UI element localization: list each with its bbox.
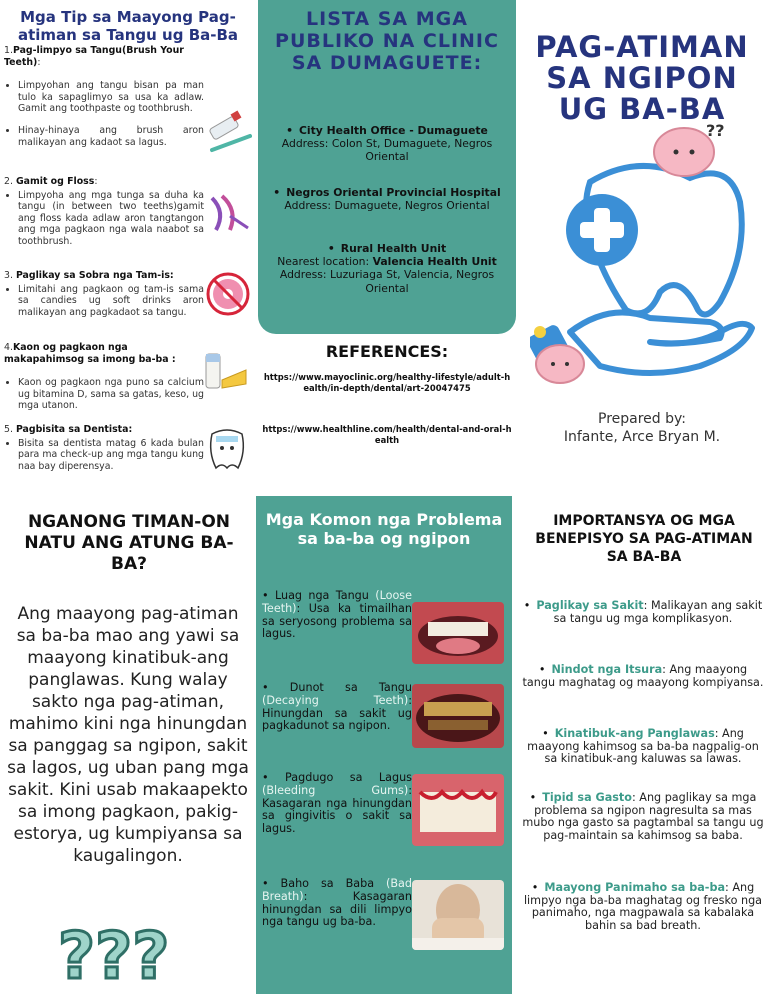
benefit-name: Nindot nga Itsura	[551, 663, 663, 676]
problem-item: • Pagdugo sa Lagus (Bleeding Gums): Kasagaran nga hinungdan sa gingivitis o sakit sa lagus.	[262, 771, 413, 836]
problem-name: Baho sa Baba	[280, 877, 375, 890]
why-title: NGANONG TIMAN-ON NATU ANG ATUNG BA-BA?	[24, 512, 234, 574]
loose-teeth-photo	[412, 602, 504, 664]
problem-desc: : Kasagaran nga hinungdan sa gingivitis o sakit sa lagus.	[262, 783, 412, 836]
why-body: Ang maayong pag-atiman sa ba-ba mao ang yawi sa maayong kinatibuk-ang panglawas. Kung walay sakto nga pag-atiman, mahimo kini nga hinungdan sa panggag sa ngipon, sakit sa lagos, ug uban pang mga sakit. Kini usab makaapekto sa imong pagkaon, pakig-estorya, ug kumpiyansa sa kaugalingon.	[7, 604, 249, 866]
clinics-title: LISTA SA MGA PUBLIKO NA CLINIC SA DUMAGUETE:	[275, 8, 499, 74]
problem-name: Luag nga Tangu	[274, 589, 369, 602]
tip-heading: Gamit og Floss	[15, 176, 95, 187]
tip-bullet: • Bisita sa dentista matag 6 kada bulan para ma check-up ang mga tangu kung naa bay diperensya.	[18, 438, 204, 473]
bleeding-gums-photo	[412, 774, 504, 846]
bad-breath-photo	[412, 880, 504, 950]
tip-number: 4.	[4, 342, 13, 353]
clinic-location: Valencia Health Unit	[372, 255, 497, 269]
tip-heading: Kaon og pagkaon nga makapahimsog sa imong ba-ba :	[4, 342, 176, 365]
tip-bullet: • Hinay-hinaya ang brush aron malikayan ang kadaot sa lagus.	[18, 125, 204, 148]
tip-bullet: • Kaon og pagkaon nga puno sa calcium ug bitamina D, sama sa gatas, keso, ug mga utanon.	[18, 377, 204, 412]
benefit-desc: : Ang limpyo nga ba-ba maghatag og fresko nga panimaho, nga magpawala sa kabalaka bahin sa bad breath.	[523, 881, 763, 932]
clinic-item: • Rural Health Unit Nearest location: Valencia Health Unit Address: Luzuriaga St, Valencia, Negros Oriental	[264, 242, 510, 295]
tip-5	[4, 424, 204, 476]
benefit-desc: : Ang maayong kahimsog sa ba-ba nagpalig-on sa kinatibuk-ang kaluwas sa lawas.	[527, 727, 759, 766]
benefit-item: • Nindot nga Itsura: Ang maayong tangu maghatag og maayong kompiyansa.	[522, 663, 764, 689]
tip-heading: Pagbisita sa Dentista:	[15, 424, 133, 435]
tip-heading: Pag-limpyo sa Tangu(Brush Your Teeth)	[4, 45, 184, 68]
benefit-name: Tipid sa Gasto	[542, 791, 632, 804]
benefit-desc: : Malikayan ang sakit sa tangu ug mga komplikasyon.	[553, 599, 763, 625]
problem-item: • Dunot sa Tangu (Decaying Teeth): Hinungdan sa sakit ug pagkadunot sa ngipon.	[262, 681, 412, 733]
tip-number: 1.	[4, 45, 13, 56]
reference-link[interactable]: https://www.healthline.com/health/dental-and-oral-health	[262, 424, 512, 445]
decaying-teeth-photo	[412, 684, 504, 748]
problem-name: Pagdugo sa Lagus	[285, 771, 413, 784]
clinic-address: Address: Luzuriaga St, Valencia, Negros Oriental	[279, 268, 495, 295]
floss-icon	[204, 190, 250, 236]
benefit-item: • Tipid sa Gasto: Ang paglikay sa mga problema sa ngipon nagresulta sa mas mubo nga gasto sa pagtambal sa tangu ug pag-maintain sa kahimsog sa baba.	[522, 791, 764, 842]
tip-number: 3.	[4, 270, 13, 281]
problem-desc: : Hinungdan sa sakit ug pagkadunot sa ngipon.	[262, 693, 412, 733]
tip-number: 2.	[4, 176, 13, 187]
author-name: Infante, Arce Bryan M.	[563, 429, 721, 445]
milk-cheese-icon	[202, 350, 252, 394]
tip-bullet: • Limpyohan ang tangu bisan pa man tulo ka sapaglimyo sa usa ka adlaw. Gamit ang toothpaste og toothbrush.	[18, 80, 204, 115]
clinic-location-label: Nearest location:	[277, 255, 370, 269]
tip-number: 5.	[4, 424, 13, 435]
clinic-name: Rural Health Unit	[340, 242, 447, 255]
problem-english: (Bad Breath)	[262, 877, 412, 903]
tips-title: Mga Tip sa Maayong Pag-atiman sa Tangu ug Ba-Ba	[17, 8, 239, 44]
benefit-desc: : Ang paglikay sa mga problema sa ngipon nagresulta sa mas mubo nga gasto sa pagtambal sa tangu ug pag-maintain sa kahimsog sa baba.	[522, 791, 764, 842]
tip-heading: Paglikay sa Sobra nga Tam-is:	[15, 270, 174, 281]
no-sweets-icon	[206, 272, 250, 316]
tooth-care-illustration	[530, 122, 762, 390]
benefit-name: Paglikay sa Sakit	[536, 599, 644, 612]
benefits-title: IMPORTANSYA OG MGA BENEPISYO SA PAG-ATIMAN SA BA-BA	[535, 513, 753, 565]
clinic-name: City Health Office - Dumaguete	[299, 124, 488, 137]
tip-bullet: • Limpyoha ang mga tunga sa duha ka tangu (in between two teeths)gamit ang floss kada adlaw aron tangtangon ang mga pagkaon nga wala naabot sa toothbrush.	[18, 190, 204, 248]
svg-text:???: ???	[58, 920, 170, 986]
problem-desc: : Usa ka timailhan sa seryosong problema sa lagus.	[262, 601, 412, 641]
dentist-tooth-icon	[204, 424, 250, 472]
problem-item: • Baho sa Baba (Bad Breath): Kasagaran hinungdan sa dili limpyo nga tangu ug ba-ba.	[262, 877, 412, 929]
cover-title: PAG-ATIMAN SA NGIPON UG BA-BA	[535, 30, 749, 126]
tip-2: 2. Gamit og Floss: • Limpyoha ang mga tunga sa duha ka tangu (in between two teeths)gamit ang floss kada adlaw aron tangtangon ang mga pagkaon nga wala naabot sa toothbrush.	[4, 176, 204, 252]
problem-item: • Luag nga Tangu (Loose Teeth): Usa ka timailhan sa seryosong problema sa lagus.	[262, 589, 413, 641]
benefit-item: • Kinatibuk-ang Panglawas: Ang maayong kahimsog sa ba-ba nagpalig-on sa kinatibuk-ang kaluwas sa lawas.	[527, 727, 759, 766]
problem-english: (Bleeding Gums)	[262, 783, 409, 797]
prepared-by	[520, 410, 764, 446]
problem-desc: : Kasagaran hinungdan sa dili limpyo nga tangu ug ba-ba.	[262, 889, 412, 929]
references-title: REFERENCES:	[325, 342, 449, 361]
problem-english: (Loose Teeth)	[262, 589, 413, 615]
clinic-item: • City Health Office - Dumaguete Address: Colon St, Dumaguete, Negros Oriental	[264, 124, 510, 164]
benefit-name: Kinatibuk-ang Panglawas	[554, 727, 715, 740]
tip-1: 1.Pag-limpyo sa Tangu(Brush Your Teeth): • Limpyohan ang tangu bisan pa man tulo ka sapaglimyo sa usa ka adlaw. Gamit ang toothpaste og toothbrush. • Hinay-hinaya ang brush aron malikayan ang kadaot sa lagus.	[4, 45, 204, 152]
problems-title: Mga Komon nga Problema sa ba-ba og ngipon	[265, 510, 503, 548]
benefit-desc: : Ang maayong tangu maghatag og maayong kompiyansa.	[522, 663, 764, 689]
reference-link[interactable]: https://www.mayoclinic.org/healthy-lifestyle/adult-health/in-depth/dental/art-20047475	[263, 372, 511, 393]
benefit-item: • Maayong Panimaho sa ba-ba: Ang limpyo nga ba-ba maghatag og fresko nga panimaho, nga magpawala sa kabalaka bahin sa bad breath.	[523, 881, 763, 932]
clinic-address: Address: Colon St, Dumaguete, Negros Oriental	[281, 137, 493, 164]
tip-bullet: • Limitahi ang pagkaon og tam-is sama sa candies ug soft drinks aron malikayan ang pagkadaot sa tangu.	[18, 284, 204, 319]
svg-text:??: ??	[706, 122, 725, 140]
clinic-name: Negros Oriental Provincial Hospital	[286, 186, 501, 199]
benefit-item: • Paglikay sa Sakit: Malikayan ang sakit sa tangu ug mga komplikasyon.	[523, 599, 763, 625]
tip-4	[4, 342, 204, 416]
problem-name: Dunot sa Tangu	[289, 681, 412, 694]
prepared-label: Prepared by:	[598, 411, 686, 427]
question-marks-icon	[58, 906, 198, 986]
tip-3	[4, 270, 204, 322]
benefit-name: Maayong Panimaho sa ba-ba	[544, 881, 726, 894]
problem-english: (Decaying Teeth)	[262, 693, 409, 707]
clinic-item: • Negros Oriental Provincial Hospital Address: Dumaguete, Negros Oriental	[264, 186, 510, 212]
clinic-address: Address: Dumaguete, Negros Oriental	[284, 199, 490, 213]
toothbrush-icon	[206, 104, 252, 154]
